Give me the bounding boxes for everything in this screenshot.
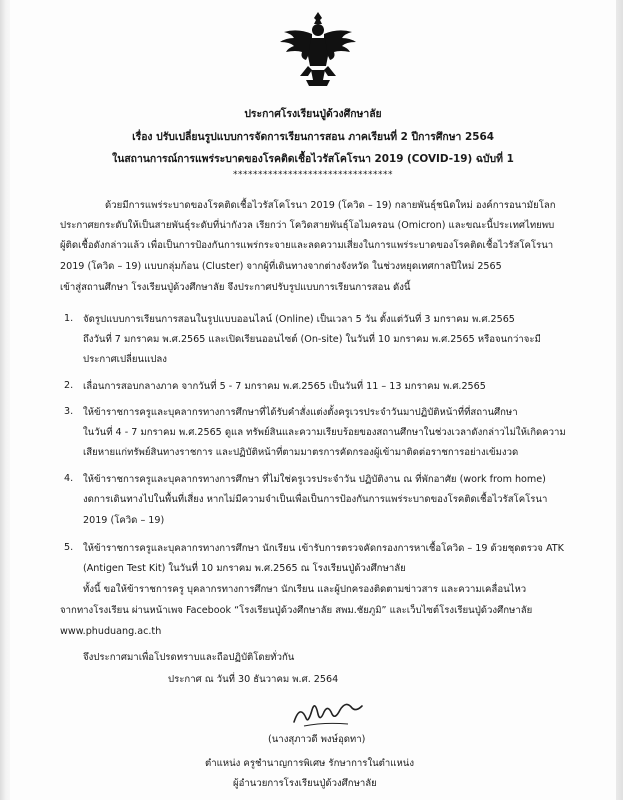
item-line: ประกาศเปลี่ยนแปลง [83, 354, 167, 365]
item-number: 1. [64, 313, 74, 324]
item-number: 3. [64, 406, 74, 417]
intro-line: ผู้ติดเชื้อดังกล่าวแล้ว เพื่อเป็นการป้องกันการแพร่กระจายและลดความเสี่ยงในการแพร่ระบาดของโรคติดเชื้อไวรัสโคโรนา [60, 240, 554, 251]
intro-line: ด้วยมีการแพร่ระบาดของโรคติดเชื้อไวรัสโคโรนา 2019 (โควิด – 19) กลายพันธุ์ชนิดใหม่ องค์การอนามัยโลก [105, 200, 556, 211]
item-number: 2. [64, 380, 74, 391]
item-line: (Antigen Test Kit) ในวันที่ 10 มกราคม พ.ศ.2565 ณ โรงเรียนปู่ด้วงศึกษาลัย [83, 563, 406, 574]
item-line: ในวันที่ 4 - 7 มกราคม พ.ศ.2565 ดูแล ทรัพย์สินและความเรียบร้อยของสถานศึกษาในช่วงเวลาดังกล่าวไม่ให้เกิดความ [83, 427, 566, 438]
website-text: www.phuduang.ac.th [60, 626, 162, 637]
signature [290, 700, 370, 730]
announcement-subject: เรื่อง ปรับเปลี่ยนรูปแบบการจัดการเรียนการสอน ภาคเรียนที่ 2 ปีการศึกษา 2564 [132, 131, 494, 143]
garuda-emblem [278, 8, 358, 90]
announcement-title: ประกาศโรงเรียนปู่ด้วงศึกษาลัย [244, 108, 382, 120]
signer-name: (นางสุภาวดี พงษ์อุดทา) [268, 734, 366, 745]
item-number: 4. [64, 473, 74, 484]
item-line: ให้ข้าราชการครูและบุคลากรทางการศึกษา ที่ไม่ใช่ครูเวรประจำวัน ปฏิบัติงาน ณ ที่พักอาศัย (work from home) [83, 474, 546, 485]
item-line: งดการเดินทางไปในพื้นที่เสี่ยง หากไม่มีความจำเป็นเพื่อเป็นการป้องกันการแพร่ระบาดของโรคติดเชื้อไวรัสโคโรนา [83, 494, 548, 505]
item-line: เลื่อนการสอบกลางภาค จากวันที่ 5 - 7 มกราคม พ.ศ.2565 เป็นวันที่ 11 – 13 มกราคม พ.ศ.2565 [83, 381, 486, 392]
intro-line: ประกาศยกระดับให้เป็นสายพันธุ์ระดับที่น่ากังวล เรียกว่า โควิดสายพันธุ์โอไมครอน (Omicron) และขณะนี้ประเทศไทยพบ [60, 220, 555, 231]
signer-position: ตำแหน่ง ครูชำนาญการพิเศษ รักษาการในตำแหน่ง [205, 758, 415, 769]
announcement-situation: ในสถานการณ์การแพร่ระบาดของโรคติดเชื้อไวรัสโคโรนา 2019 (COVID-19) ฉบับที่ 1 [112, 153, 514, 165]
signer-role: ผู้อำนวยการโรงเรียนปู่ด้วงศึกษาลัย [233, 778, 377, 789]
item-line: ถึงวันที่ 7 มกราคม พ.ศ.2565 และเปิดเรียนออนไซต์ (On-site) ในวันที่ 10 มกราคม พ.ศ.2565 หรือจนกว่าจะมี [83, 334, 541, 345]
divider: ******************************** [233, 170, 393, 180]
closing-line: จากทางโรงเรียน ผ่านหน้าเพจ Facebook “โรงเรียนปู่ด้วงศึกษาลัย สพม.ชัยภูมิ” และเว็บไซต์โรงเรียนปู่ด้วงศึกษาลัย [60, 605, 533, 616]
item-line: ให้ข้าราชการครูและบุคลากรทางการศึกษา นักเรียน เข้ารับการตรวจคัดกรองการหาเชื้อโควิด – 19 ด้วยชุดตรวจ ATK [83, 543, 564, 554]
document-page [10, 0, 616, 800]
item-line: เสียหายแก่ทรัพย์สินทางราชการ และปฏิบัติหน้าที่ตามมาตรการคัดกรองผู้เข้ามาติดต่อราชการอย่างเข้มงวด [83, 447, 519, 458]
intro-line: 2019 (โควิด – 19) แบบกลุ่มก้อน (Cluster) จากผู้ที่เดินทางจากต่างจังหวัด ในช่วงหยุดเทศกาลปีใหม่ 2565 [60, 261, 502, 272]
item-line: ให้ข้าราชการครูและบุคลากรทางการศึกษาที่ได้รับคำสั่งแต่งตั้งครูเวรประจำวันมาปฏิบัติหน้าที่ที่สถานศึกษา [83, 407, 518, 418]
item-line: จัดรูปแบบการเรียนการสอนในรูปแบบออนไลน์ (Online) เป็นเวลา 5 วัน ตั้งแต่วันที่ 3 มกราคม พ.ศ.2565 [83, 314, 515, 325]
announcement-date: ประกาศ ณ วันที่ 30 ธันวาคม พ.ศ. 2564 [168, 674, 339, 685]
item-number: 5. [64, 542, 74, 553]
intro-line: เข้าสู่สถานศึกษา โรงเรียนปู่ด้วงศึกษาลัย จึงประกาศปรับรูปแบบการเรียนการสอน ดังนี้ [60, 282, 411, 293]
notice-text: จึงประกาศมาเพื่อโปรดทราบและถือปฏิบัติโดยทั่วกัน [83, 652, 295, 663]
item-line: 2019 (โควิด – 19) [83, 515, 165, 526]
closing-line: ทั้งนี้ ขอให้ข้าราชการครู บุคลากรทางการศึกษา นักเรียน และผู้ปกครองติดตามข่าวสาร และความเคลื่อนไหว [83, 584, 527, 595]
